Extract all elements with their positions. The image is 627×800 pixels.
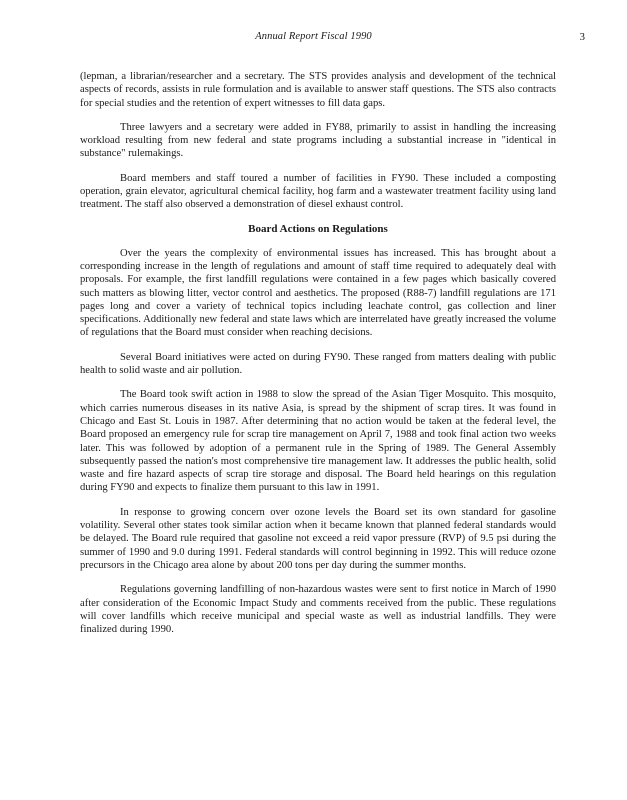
report-title: Annual Report Fiscal 1990 xyxy=(255,31,372,42)
paragraph-lawyers-added: Three lawyers and a secretary were added in FY88, primarily to assist in handling the increasing workload resulting from new federal and state programs including a substantial increase in "identical in substance" rulemakings. xyxy=(80,121,556,160)
paragraph-landfill-regulations: Regulations governing landfilling of non-hazardous wastes were sent to first notice in March of 1990 after consideration of the Economic Impact Study and comments received from the public. These regulations will cover landfills which receive municipal and special waste as well as industrial landfills. They were finalized during 1990. xyxy=(80,584,556,636)
paragraph-complexity: Over the years the complexity of environmental issues has increased. This has brought about a corresponding increase in the length of regulations and amount of staff time required to adequately deal with proposals. For example, the first landfill regulations were contained in a few pages which basically covered such matters as blowing litter, vector control and aesthetics. The proposed (R88-7) landfill regulations are 171 pages long and cover a variety of technical topics including leachate control, gas collection and liner specifications. Additionally new federal and state laws which are interrelated have greatly increased the volume of regulations that the Board must consider when reaching decisions. xyxy=(80,247,556,339)
page-number: 3 xyxy=(579,31,585,43)
paragraph-gasoline-volatility: In response to growing concern over ozone levels the Board set its own standard for gasoline volatility. Several other states took similar action when it became known that planned federal standards would be delayed. The Board rule required that gasoline not exceed a reid vapor pressure (RVP) of 9.5 psi during the summer of 1990 and 9.0 during 1991. Federal standards will control beginning in 1992. This will reduce ozone precursors in the Chicago area alone by about 200 tons per day during the summer months. xyxy=(80,506,556,571)
paragraph-initiatives: Several Board initiatives were acted on during FY90. These ranged from matters dealing with public health to solid waste and air pollution. xyxy=(80,351,556,377)
section-heading: Board Actions on Regulations xyxy=(248,222,388,235)
paragraph-facility-tours: Board members and staff toured a number of facilities in FY90. These included a composting operation, grain elevator, agricultural chemical facility, hog farm and a wastewater treatment facility using land treatment. The staff also observed a demonstration of diesel exhaust control. xyxy=(80,172,556,211)
document-body xyxy=(80,70,556,647)
paragraph-sts-staff: (lepman, a librarian/researcher and a secretary. The STS provides analysis and development of the technical aspects of records, assists in rule formulation and is available to answer staff questions. The STS also contracts for special studies and the retention of expert witnesses to fill data gaps. xyxy=(80,71,556,109)
page-header xyxy=(0,31,627,47)
paragraph-tiger-mosquito: The Board took swift action in 1988 to slow the spread of the Asian Tiger Mosquito. This mosquito, which carries numerous diseases in its native Asia, is spread by the shipment of scrap tires. It was found in Chicago and East St. Louis in 1987. After determining that no action would be taken at the federal level, the Board proposed an emergency rule for scrap tire management on April 7, 1988 and took final action two weeks later. This was followed by adoption of a permanent rule in the Spring of 1989. The General Assembly subsequently passed the nation's most comprehensive tire management law. It addresses the public health, solid waste and fire hazard aspects of scrap tire storage and disposal. The Board held hearings on this regulation during FY90 and expects to finalize them pursuant to this law in 1991. xyxy=(80,389,556,494)
